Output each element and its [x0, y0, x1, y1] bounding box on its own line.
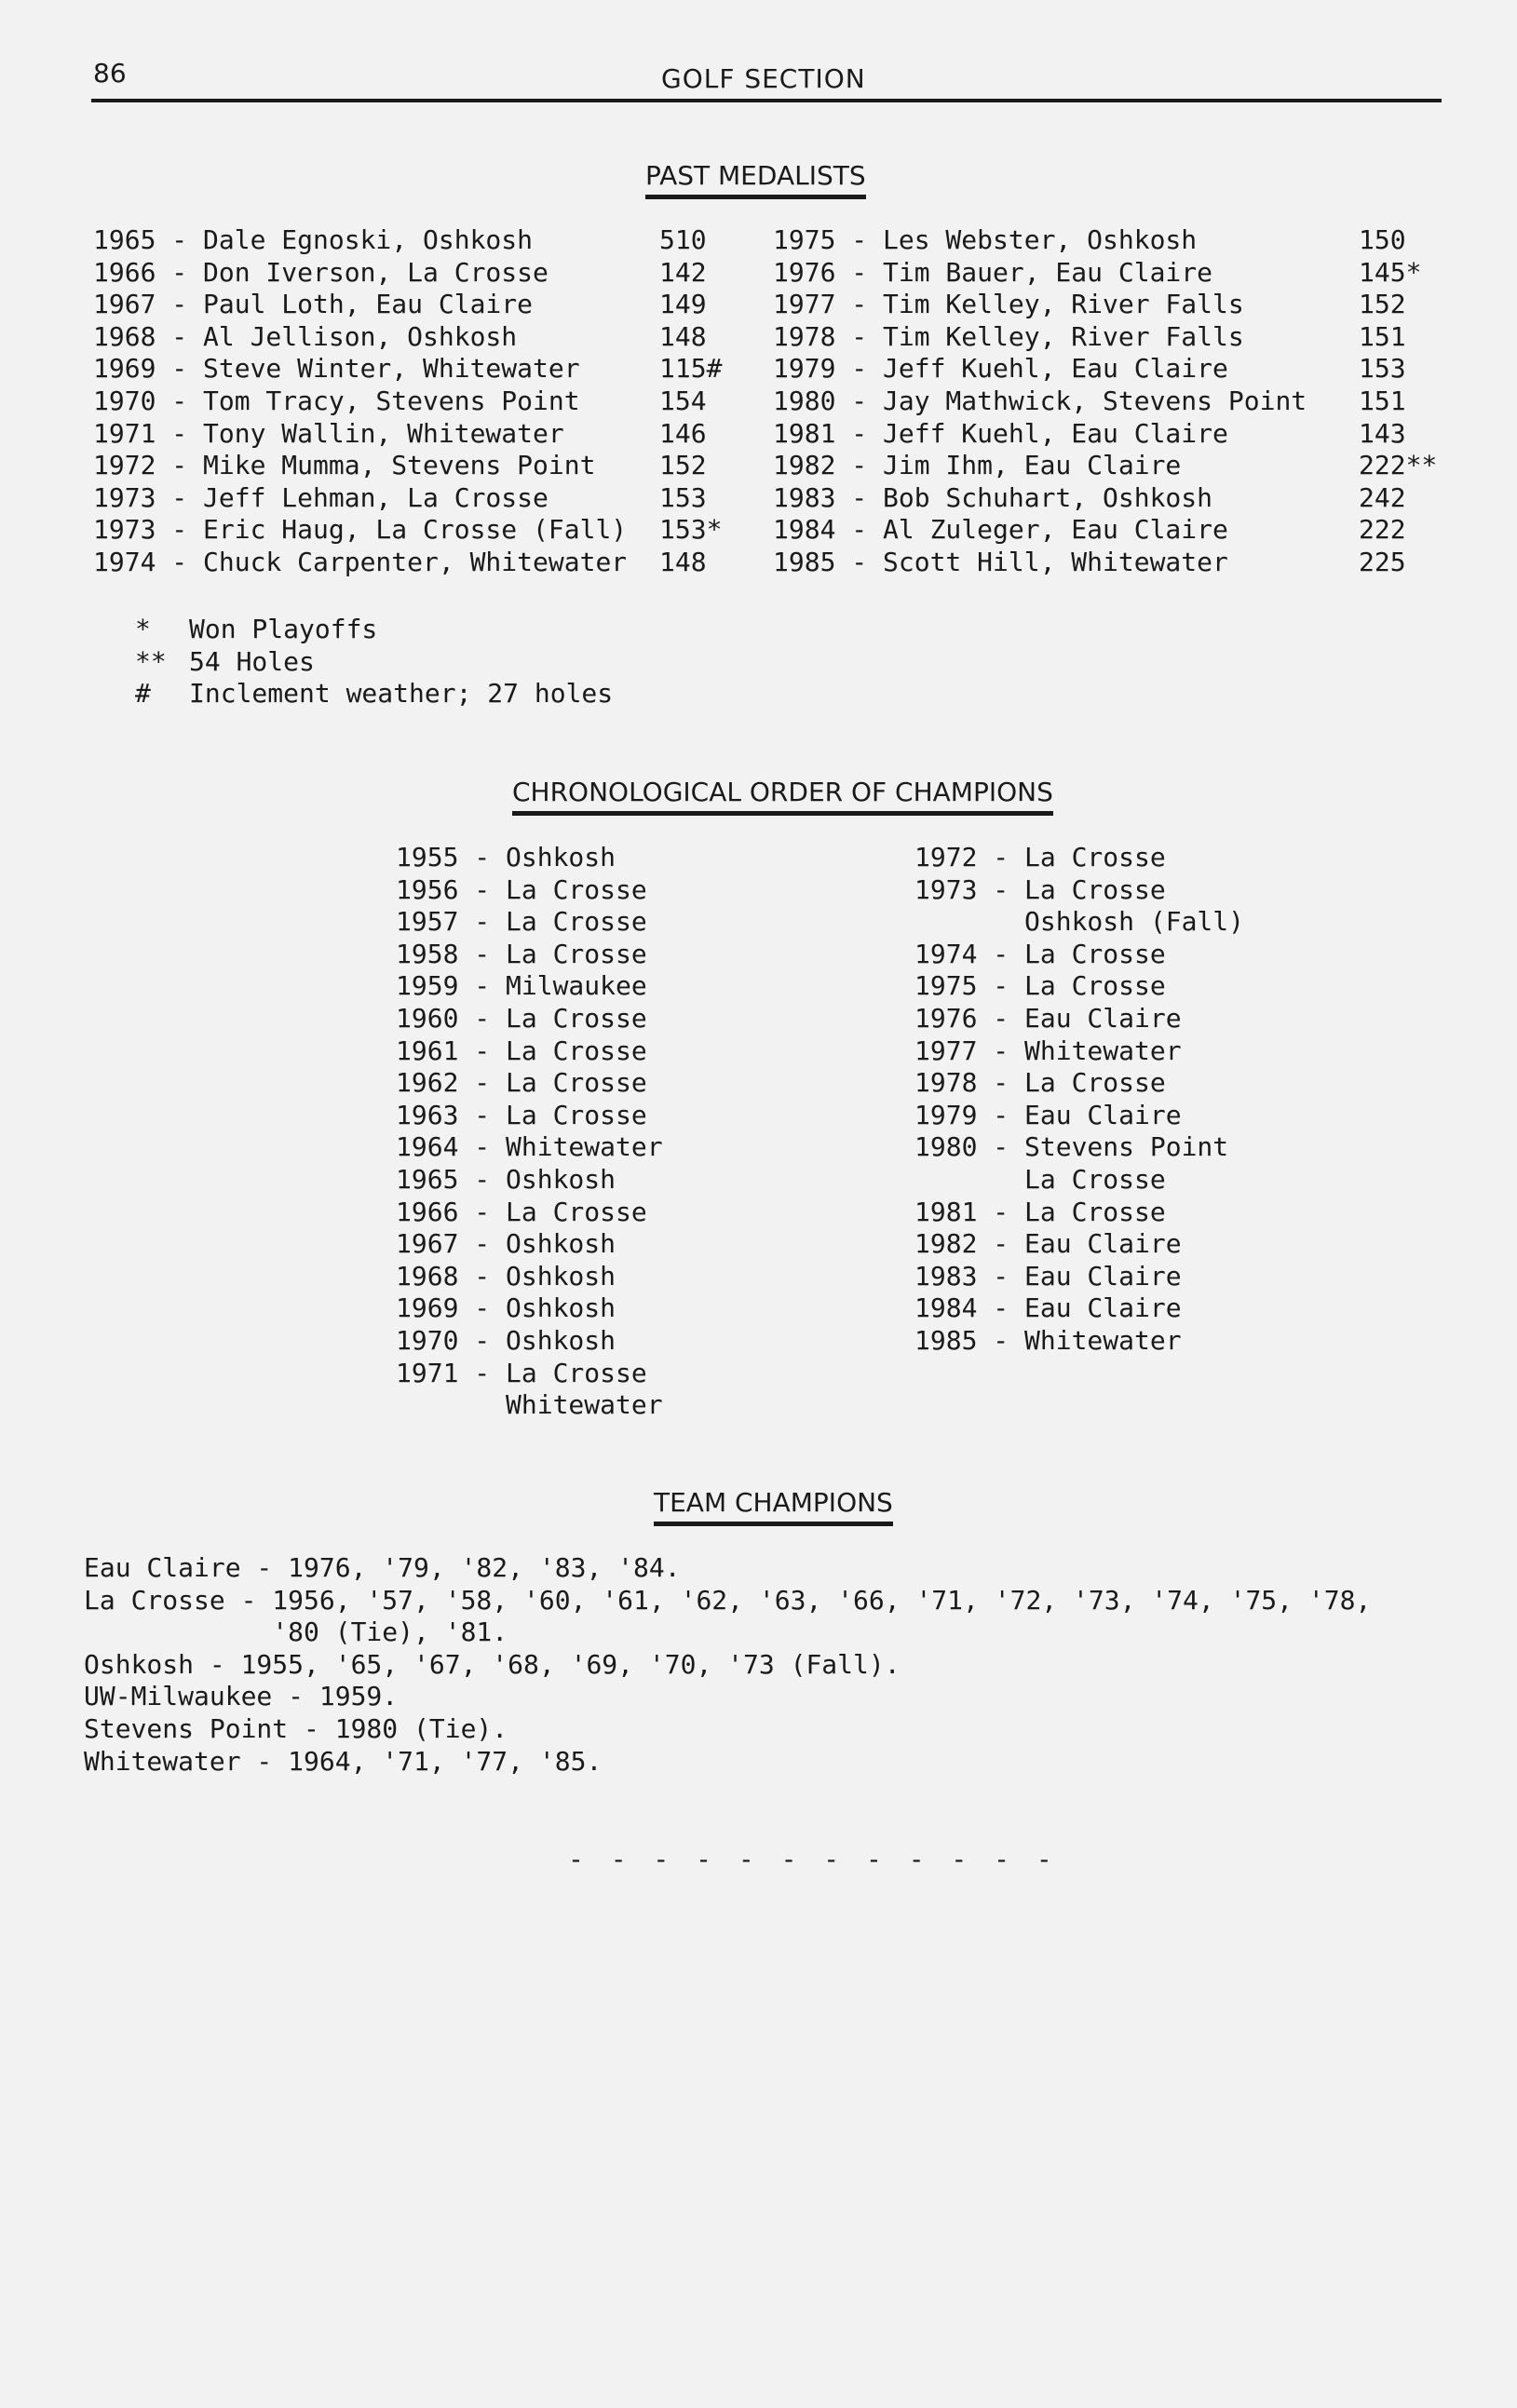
- past-medalists-title: PAST MEDALISTS: [645, 160, 866, 191]
- medalist-entry: 1973 - Jeff Lehman, La Crosse: [93, 481, 549, 513]
- medalist-entry: 1976 - Tim Bauer, Eau Claire: [773, 256, 1213, 288]
- team-champion-line: Whitewater - 1964, '71, '77, '85.: [84, 1745, 603, 1777]
- medalist-entry: 1982 - Jim Ihm, Eau Claire: [773, 450, 1182, 481]
- medalist-entry: 1979 - Jeff Kuehl, Eau Claire: [773, 353, 1228, 385]
- team-champions-heading: [654, 1487, 893, 1526]
- medalist-score: 149: [659, 289, 707, 320]
- medalist-score: 222: [1359, 514, 1406, 546]
- medalists-note-marks: [135, 614, 167, 710]
- champion-year-entry: Whitewater: [396, 1389, 663, 1421]
- medalist-entry: 1975 - Les Webster, Oshkosh: [773, 224, 1198, 255]
- medalist-entry: 1974 - Chuck Carpenter, Whitewater: [93, 546, 628, 577]
- medalist-score: 225: [1359, 546, 1406, 577]
- champion-year-entry: 1971 - La Crosse: [396, 1357, 647, 1388]
- chronological-right-column: [914, 842, 1244, 1358]
- champion-year-entry: 1973 - La Crosse: [914, 873, 1166, 905]
- medalist-entry: 1967 - Paul Loth, Eau Claire: [93, 289, 534, 320]
- champion-year-entry: 1975 - La Crosse: [914, 970, 1166, 1002]
- medalist-entry: 1981 - Jeff Kuehl, Eau Claire: [773, 417, 1228, 449]
- champion-year-entry: Oshkosh (Fall): [914, 906, 1245, 938]
- medalist-score: 154: [659, 385, 707, 416]
- medalist-score: 153: [1359, 353, 1406, 385]
- past-medalists-heading: [645, 160, 866, 199]
- champion-year-entry: 1985 - Whitewater: [914, 1324, 1182, 1356]
- medalists-left-entries: [93, 224, 627, 579]
- champion-year-entry: 1959 - Milwaukee: [396, 970, 647, 1002]
- team-champion-line: '80 (Tie), '81.: [84, 1617, 508, 1648]
- champion-year-entry: 1980 - Stevens Point: [914, 1131, 1229, 1163]
- champion-year-entry: 1956 - La Crosse: [396, 873, 647, 905]
- footnote-mark: #: [135, 678, 151, 710]
- chronological-left-column: [396, 842, 663, 1422]
- medalist-score: 152: [1359, 289, 1406, 320]
- medalist-score: 145*: [1359, 256, 1422, 288]
- medalist-entry: 1966 - Don Iverson, La Crosse: [93, 256, 549, 288]
- page-number: 86: [93, 58, 127, 88]
- medalist-score: 222**: [1359, 450, 1438, 481]
- medalist-score: 151: [1359, 385, 1406, 416]
- chronological-title: CHRONOLOGICAL ORDER OF CHAMPIONS: [512, 777, 1053, 807]
- champion-year-entry: 1979 - Eau Claire: [914, 1099, 1182, 1130]
- medalist-score: 153*: [659, 514, 723, 546]
- medalists-right-scores: [1359, 224, 1437, 579]
- champion-year-entry: 1964 - Whitewater: [396, 1131, 663, 1163]
- medalist-score: 152: [659, 450, 707, 481]
- footnote-text: Inclement weather; 27 holes: [189, 678, 614, 710]
- footnote-text: Won Playoffs: [189, 614, 378, 644]
- champion-year-entry: 1958 - La Crosse: [396, 938, 647, 969]
- medalist-entry: 1965 - Dale Egnoski, Oshkosh: [93, 224, 534, 255]
- champion-year-entry: 1984 - Eau Claire: [914, 1292, 1182, 1324]
- champion-year-entry: 1969 - Oshkosh: [396, 1292, 616, 1324]
- champion-year-entry: 1983 - Eau Claire: [914, 1260, 1182, 1292]
- section-header: GOLF SECTION: [661, 63, 866, 94]
- medalist-entry: 1984 - Al Zuleger, Eau Claire: [773, 514, 1228, 546]
- end-separator: - - - - - - - - - - - -: [568, 1844, 1058, 1874]
- champion-year-entry: 1970 - Oshkosh: [396, 1324, 616, 1356]
- heading-underline: [645, 195, 866, 199]
- medalist-entry: 1969 - Steve Winter, Whitewater: [93, 353, 580, 385]
- medalist-score: 153: [659, 481, 707, 513]
- footnote-mark: *: [135, 614, 151, 644]
- heading-underline: [512, 811, 1053, 816]
- medalist-entry: 1985 - Scott Hill, Whitewater: [773, 546, 1228, 577]
- medalists-right-entries: [773, 224, 1307, 579]
- team-champion-line: La Crosse - 1956, '57, '58, '60, '61, '62, '63, '66, '71, '72, '73, '74, '75, '78,: [84, 1584, 1372, 1616]
- medalist-score: 148: [659, 546, 707, 577]
- champion-year-entry: 1968 - Oshkosh: [396, 1260, 616, 1292]
- footnote-text: 54 Holes: [189, 645, 315, 677]
- champion-year-entry: 1974 - La Crosse: [914, 938, 1166, 969]
- medalist-score: 146: [659, 417, 707, 449]
- champion-year-entry: 1965 - Oshkosh: [396, 1163, 616, 1195]
- medalist-score: 510: [659, 224, 707, 255]
- medalist-score: 142: [659, 256, 707, 288]
- champion-year-entry: 1960 - La Crosse: [396, 1002, 647, 1034]
- medalist-score: 150: [1359, 224, 1406, 255]
- medalist-entry: 1970 - Tom Tracy, Stevens Point: [93, 385, 580, 416]
- champion-year-entry: 1955 - Oshkosh: [396, 842, 616, 873]
- medalist-entry: 1968 - Al Jellison, Oshkosh: [93, 320, 518, 352]
- champion-year-entry: 1972 - La Crosse: [914, 842, 1166, 873]
- champion-year-entry: 1981 - La Crosse: [914, 1196, 1166, 1227]
- champion-year-entry: 1978 - La Crosse: [914, 1067, 1166, 1099]
- medalist-score: 143: [1359, 417, 1406, 449]
- medalist-entry: 1978 - Tim Kelley, River Falls: [773, 320, 1244, 352]
- champion-year-entry: La Crosse: [914, 1163, 1166, 1195]
- medalist-score: 148: [659, 320, 707, 352]
- team-champions-title: TEAM CHAMPIONS: [654, 1487, 893, 1518]
- header-rule: [91, 99, 1442, 102]
- medalist-score: 115#: [659, 353, 723, 385]
- champion-year-entry: 1977 - Whitewater: [914, 1035, 1182, 1066]
- medalist-entry: 1980 - Jay Mathwick, Stevens Point: [773, 385, 1307, 416]
- team-champion-line: Eau Claire - 1976, '79, '82, '83, '84.: [84, 1552, 681, 1583]
- medalist-score: 242: [1359, 481, 1406, 513]
- medalist-entry: 1971 - Tony Wallin, Whitewater: [93, 417, 564, 449]
- chronological-heading: [512, 777, 1053, 816]
- team-champion-line: Stevens Point - 1980 (Tie).: [84, 1712, 508, 1744]
- team-champion-line: UW-Milwaukee - 1959.: [84, 1681, 399, 1712]
- champion-year-entry: 1982 - Eau Claire: [914, 1228, 1182, 1260]
- champion-year-entry: 1957 - La Crosse: [396, 906, 647, 938]
- medalist-entry: 1972 - Mike Mumma, Stevens Point: [93, 450, 596, 481]
- champion-year-entry: 1976 - Eau Claire: [914, 1002, 1182, 1034]
- medalist-entry: 1973 - Eric Haug, La Crosse (Fall): [93, 514, 628, 546]
- champion-year-entry: 1962 - La Crosse: [396, 1067, 647, 1099]
- medalists-note-texts: [189, 614, 613, 710]
- champion-year-entry: 1961 - La Crosse: [396, 1035, 647, 1066]
- champion-year-entry: 1963 - La Crosse: [396, 1099, 647, 1130]
- team-champion-line: Oshkosh - 1955, '65, '67, '68, '69, '70, '73 (Fall).: [84, 1648, 901, 1680]
- medalist-score: 151: [1359, 320, 1406, 352]
- footnote-mark: **: [135, 645, 167, 677]
- medalist-entry: 1977 - Tim Kelley, River Falls: [773, 289, 1244, 320]
- team-champions-list: [84, 1552, 1371, 1778]
- heading-underline: [654, 1522, 893, 1526]
- medalists-left-scores: [659, 224, 722, 579]
- medalist-entry: 1983 - Bob Schuhart, Oshkosh: [773, 481, 1213, 513]
- champion-year-entry: 1967 - Oshkosh: [396, 1228, 616, 1260]
- champion-year-entry: 1966 - La Crosse: [396, 1196, 647, 1227]
